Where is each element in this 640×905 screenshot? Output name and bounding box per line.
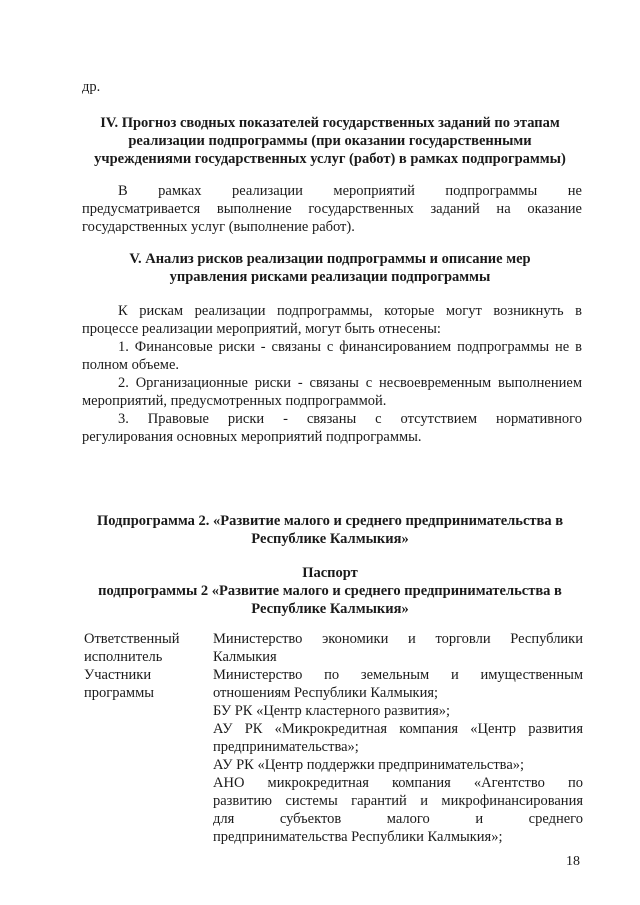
passport-subtitle-line-1: подпрограммы 2 «Развитие малого и среднего предпринимательства в <box>98 583 562 599</box>
passport-value-line-10: развитию системы гарантий и микрофинансирования <box>213 793 583 809</box>
section5-body-line-5: 2. Организационные риски - связаны с несвоевременным выполнением <box>118 375 582 391</box>
section4-body-line-1: В рамках реализации мероприятий подпрограммы не <box>118 183 582 199</box>
passport-value-line-6: АУ РК «Микрокредитная компания «Центр развития <box>213 721 583 737</box>
passport-value-line-8: АУ РК «Центр поддержки предпринимательства»; <box>213 757 525 773</box>
section5-body-line-7: 3. Правовые риски - связаны с отсутствием нормативного <box>118 411 582 427</box>
passport-value-line-11: для субъектов малого и среднего <box>213 811 583 827</box>
passport-value-line-4: отношениям Республики Калмыкия; <box>213 685 439 701</box>
section4-body-line-2: предусматривается выполнение государственных заданий на оказание <box>82 201 582 217</box>
passport-label-participants-2: программы <box>84 685 154 701</box>
passport-title: Паспорт <box>302 565 358 581</box>
subprogram-heading-line-2: Республике Калмыкия» <box>251 531 409 547</box>
section5-body-line-3: 1. Финансовые риски - связаны с финансированием подпрограммы не в <box>118 339 582 355</box>
passport-label-participants-1: Участники <box>84 667 152 683</box>
passport-label-responsible-1: Ответственный <box>84 631 180 647</box>
section5-body-line-8: регулирования основных мероприятий подпрограммы. <box>82 429 422 445</box>
section5-title-line-1: V. Анализ рисков реализации подпрограммы и описание мер <box>129 251 531 267</box>
section4-title-line-2: реализации подпрограммы (при оказании государственными <box>128 133 532 149</box>
passport-value-line-1: Министерство экономики и торговли Республики <box>213 631 583 647</box>
section4-title-line-3: учреждениями государственных услуг (работ) в рамках подпрограммы) <box>94 151 566 167</box>
passport-label-responsible-2: исполнитель <box>84 649 163 665</box>
passport-subtitle-line-2: Республике Калмыкия» <box>251 601 409 617</box>
section4-title-line-1: IV. Прогноз сводных показателей государственных заданий по этапам <box>100 115 560 131</box>
passport-value-line-7: предпринимательства»; <box>213 739 359 755</box>
passport-value-line-3: Министерство по земельным и имущественным <box>213 667 583 683</box>
page-number: 18 <box>566 854 580 869</box>
section5-body-line-4: полном объеме. <box>82 357 180 373</box>
top-fragment: др. <box>82 79 101 95</box>
section5-body-line-2: процессе реализации мероприятий, могут быть отнесены: <box>82 321 441 337</box>
passport-value-line-12: предпринимательства Республики Калмыкия»; <box>213 829 503 845</box>
section5-body-line-6: мероприятий, предусмотренных подпрограммой. <box>82 393 387 409</box>
passport-value-line-9: АНО микрокредитная компания «Агентство по <box>213 775 583 791</box>
subprogram-heading-line-1: Подпрограмма 2. «Развитие малого и среднего предпринимательства в <box>96 513 564 529</box>
passport-value-line-5: БУ РК «Центр кластерного развития»; <box>213 703 451 719</box>
passport-value-line-2: Калмыкия <box>213 649 277 665</box>
section5-body-line-1: К рискам реализации подпрограммы, которые могут возникнуть в <box>118 303 582 319</box>
section5-title-line-2: управления рисками реализации подпрограммы <box>169 269 491 285</box>
section4-body-line-3: государственных услуг (выполнение работ). <box>82 219 355 235</box>
